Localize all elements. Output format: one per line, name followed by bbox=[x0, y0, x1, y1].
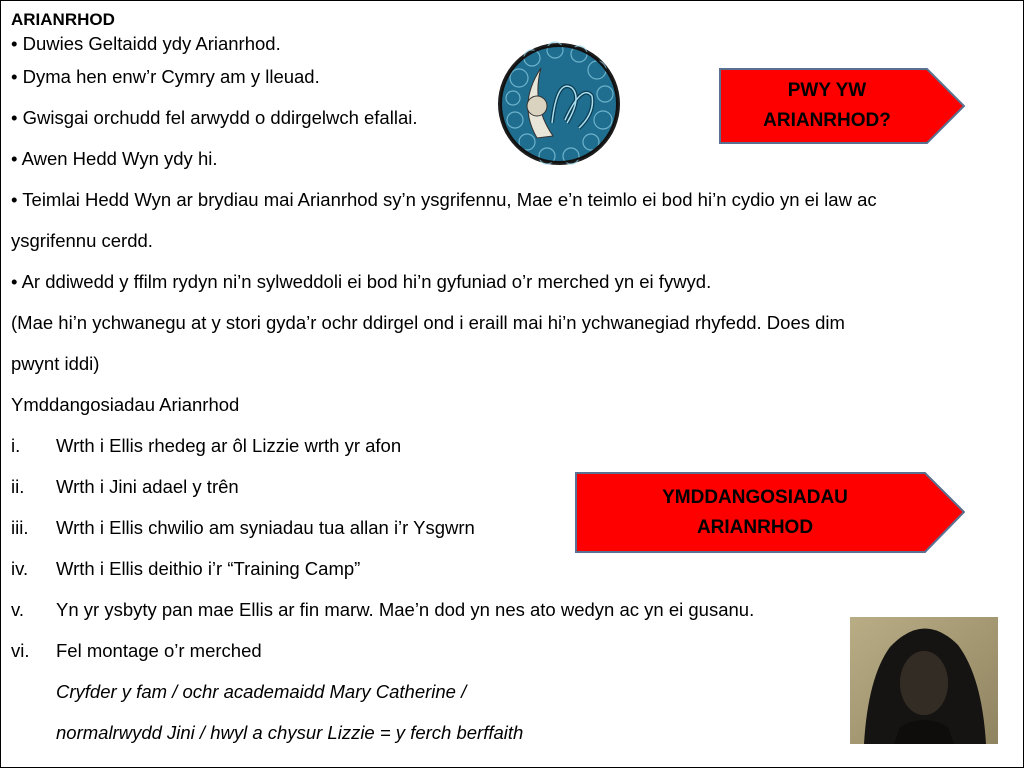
item-number: iii. bbox=[11, 517, 29, 538]
item-text: Wrth i Ellis rhedeg ar ôl Lizzie wrth yr afon bbox=[56, 435, 402, 456]
arrow-label bbox=[757, 76, 927, 136]
item-text: Yn yr ysbyty pan mae Ellis ar fin marw. Mae’n dod yn nes ato wedyn ac yn ei gusanu. bbox=[56, 599, 755, 620]
bullet-1: • Duwies Geltaidd ydy Arianrhod. bbox=[11, 33, 281, 54]
note-line-1: (Mae hi’n ychwanegu at y stori gyda’r ochr ddirgel ond i eraill mai hi’n ychwanegiad rhyfedd. Does dim bbox=[11, 312, 845, 333]
slide-title: ARIANRHOD bbox=[11, 10, 115, 29]
note-line-2: pwynt iddi) bbox=[11, 353, 100, 374]
appearances-arrow bbox=[575, 472, 965, 553]
item-text: Wrth i Ellis chwilio am syniadau tua allan i’r Ysgwrn bbox=[56, 517, 475, 538]
item-text: Wrth i Jini adael y trên bbox=[56, 476, 239, 497]
item-number: iv. bbox=[11, 558, 29, 579]
bullet-2: • Dyma hen enw’r Cymry am y lleuad. bbox=[11, 66, 320, 87]
arianrhod-medallion-image bbox=[497, 28, 621, 180]
italic-line-2: normalrwydd Jini / hwyl a chysur Lizzie = y ferch berffaith bbox=[56, 722, 524, 743]
item-text: Wrth i Ellis deithio i’r “Training Camp” bbox=[56, 558, 361, 579]
who-is-arianrhod-arrow bbox=[719, 68, 965, 144]
arrow-label-line2: ARIANRHOD? bbox=[763, 110, 891, 131]
bullet-5-cont: ysgrifennu cerdd. bbox=[11, 230, 153, 251]
bullet-3: • Gwisgai orchudd fel arwydd o ddirgelwch efallai. bbox=[11, 107, 418, 128]
bullet-6: • Ar ddiwedd y ffilm rydyn ni’n sylweddoli ei bod hi’n gyfuniad o’r merched yn ei fywyd. bbox=[11, 271, 712, 292]
arrow-label-line2: ARIANRHOD bbox=[696, 516, 814, 538]
bullet-5: • Teimlai Hedd Wyn ar brydiau mai Arianrhod sy’n ysgrifennu, Mae e’n teimlo ei bod hi’n cydio yn ei law ac bbox=[11, 189, 877, 210]
arrow-label bbox=[656, 483, 884, 543]
arrow-label-line1: PWY YW bbox=[787, 80, 867, 101]
appearances-heading: Ymddangosiadau Arianrhod bbox=[11, 394, 240, 415]
item-number: vi. bbox=[11, 640, 30, 661]
item-number: i. bbox=[11, 435, 21, 456]
appearance-item bbox=[11, 548, 1011, 589]
veiled-figure-photo bbox=[850, 617, 998, 744]
bullet-4: • Awen Hedd Wyn ydy hi. bbox=[11, 148, 218, 169]
item-text: Fel montage o’r merched bbox=[56, 640, 262, 661]
item-number: ii. bbox=[11, 476, 25, 497]
appearance-item bbox=[11, 425, 1011, 466]
arrow-label-line1: YMDDANGOSIADAU bbox=[662, 486, 848, 508]
italic-line-1: Cryfder y fam / ochr academaidd Mary Catherine / bbox=[56, 681, 467, 702]
item-number: v. bbox=[11, 599, 25, 620]
